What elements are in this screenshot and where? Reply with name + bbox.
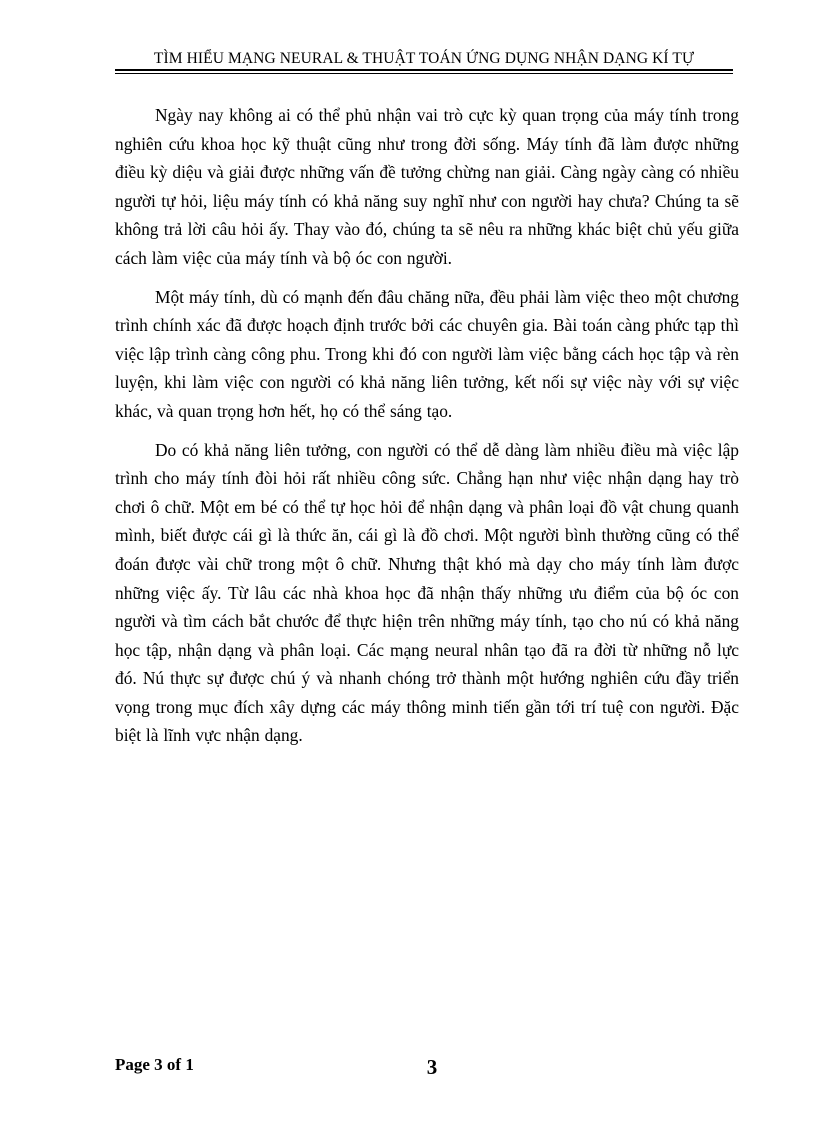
- header-rule-thick: [115, 69, 733, 71]
- paragraph-3: Do có khả năng liên tưởng, con người có thể dễ dàng làm nhiều điều mà việc lập trình cho máy tính đòi hỏi rất nhiều công sức. Chẳng hạn như việc nhận dạng hay trò chơi ô chữ. Một em bé có thể tự học hỏi để nhận dạng và phân loại đồ vật chung quanh mình, biết được cái gì là thức ăn, cái gì là đồ chơi. Một người bình thường cũng có thể đoán được vài chữ trong một ô chữ. Nhưng thật khó mà dạy cho máy tính làm được những việc ấy. Từ lâu các nhà khoa học đã nhận thấy những ưu điểm của bộ óc con người và tìm cách bắt chước để thực hiện trên những máy tính, tạo cho nú có khả năng học tập, nhận dạng và phân loại. Các mạng neural nhân tạo đã ra đời từ những nỗ lực đó. Nú thực sự được chú ý và nhanh chóng trở thành một hướng nghiên cứu đầy triển vọng trong mục đích xây dựng các máy thông minh tiến gần tới trí tuệ con người. Đặc biệt là lĩnh vực nhận dạng.: [115, 439, 739, 746]
- footer-page-label: Page 3 of 1: [115, 1055, 194, 1074]
- paragraph-1: Ngày nay không ai có thể phủ nhận vai trò cực kỳ quan trọng của máy tính trong nghiên cứu khoa học kỹ thuật cũng như trong đời sống. Máy tính đã làm được những điều kỳ diệu và giải được những vấn đề tưởng chừng nan giải. Càng ngày càng có nhiều người tự hỏi, liệu máy tính có khả năng suy nghĩ như con người hay chưa? Chúng ta sẽ không trả lời câu hỏi ấy. Thay vào đó, chúng ta sẽ nêu ra những khác biệt chủ yếu giữa cách làm việc của máy tính và bộ óc con người.: [115, 105, 739, 268]
- body-content: [115, 101, 739, 760]
- header-rule-thin: [115, 73, 733, 74]
- footer-page-number: 3: [426, 1055, 438, 1079]
- page-header-title: TÌM HIỂU MẠNG NEURAL & THUẬT TOÁN ỨNG DỤNG NHẬN DẠNG KÍ TỰ: [153, 50, 695, 67]
- paragraph-2: Một máy tính, dù có mạnh đến đâu chăng nữa, đều phải làm việc theo một chương trình chính xác đã được hoạch định trước bởi các chuyên gia. Bài toán càng phức tạp thì việc lập trình càng công phu. Trong khi đó con người làm việc bằng cách học tập và rèn luyện, khi làm việc con người có khả năng liên tưởng, kết nối sự việc này với sự việc khác, và quan trọng hơn hết, họ có thể sáng tạo.: [115, 286, 739, 421]
